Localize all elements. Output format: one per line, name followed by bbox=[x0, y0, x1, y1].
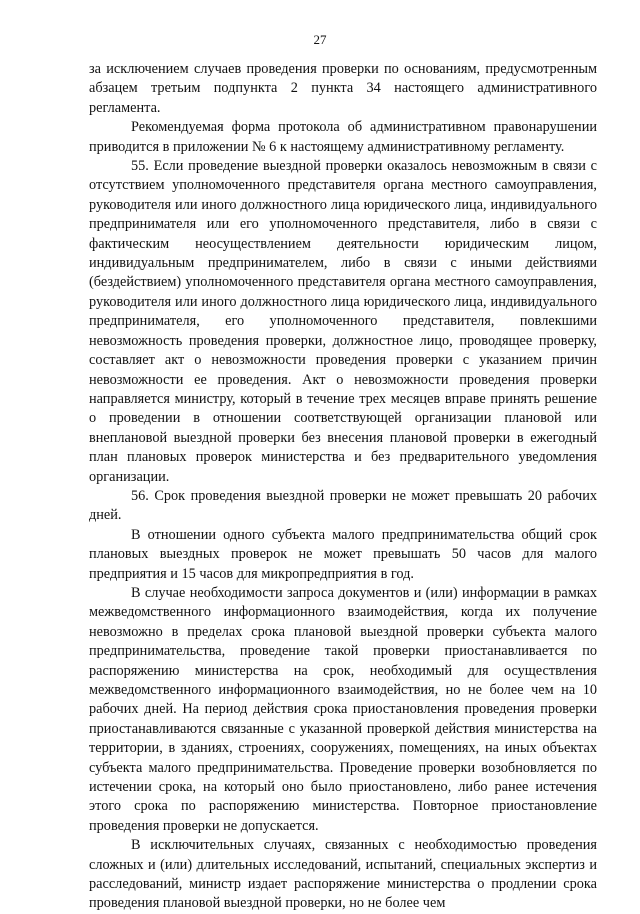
paragraph-item-56: 56. Срок проведения выездной проверки не может превышать 20 рабочих дней. bbox=[89, 487, 597, 524]
paragraph-suspension: В случае необходимости запроса документов и (или) информации в рамках межведомственного информационного взаимодействия, когда их получение невозможно в пределах срока плановой выездной проверки субъекта малого предпринимательства, проведение такой проверки приостанавливается по распоряжению министерства на срок, необходимый для осуществления межведомственного информационного взаимодействия, но не более чем на 10 рабочих дней. На период действия срока приостановления проведения проверки приостанавливаются связанные с указанной проверкой действия министерства на территории, в зданиях, строениях, сооружениях, помещениях, на иных объектах субъекта малого предпринимательства. Проведение проверки возобновляется по истечении срока, на который оно было приостановлено, либо ранее истечения этого срока по распоряжению министерства. Повторное приостановление проведения проверки не допускается. bbox=[89, 584, 597, 834]
paragraph-small-business-limit: В отношении одного субъекта малого предпринимательства общий срок плановых выездных проверок не может превышать 50 часов для малого предприятия и 15 часов для микропредприятия в год. bbox=[89, 526, 597, 582]
paragraph-exceptional-cases: В исключительных случаях, связанных с необходимостью проведения сложных и (или) длительных исследований, испытаний, специальных экспертиз и расследований, министр издает распоряжение министерства о продлении срока проведения плановой выездной проверки, но не более чем bbox=[89, 837, 597, 912]
paragraph-continuation: за исключением случаев проведения проверки по основаниям, предусмотренным абзацем третьим подпункта 2 пункта 34 настоящего административного регламента. bbox=[89, 61, 597, 116]
paragraph-item-55: 55. Если проведение выездной проверки оказалось невозможным в связи с отсутствием уполномоченного представителя органа местного самоуправления, руководителя или иного должностного лица юридического лица, индивидуального предпринимателя или его уполномоченного представителя, либо в связи с фактическим неосуществлением деятельности юридическим лицом, индивидуальным предпринимателем, либо в связи с иными действиями (бездействием) уполномоченного представителя органа местного самоуправления, руководителя или иного должностного лица юридического лица, индивидуального предпринимателя, его уполномоченного представителя, повлекшими невозможность проведения проверки, должностное лицо, проводящее проверку, составляет акт о невозможности проведения проверки с указанием причин невозможности ее проведения. Акт о невозможности проведения проверки направляется министру, который в течение трех месяцев вправе принять решение о проведении в отношении соответствующей организации плановой или внеплановой выездной проверки без внесения плановой проверки в ежегодный план плановых проверок министерства и без предварительного уведомления организации. bbox=[89, 158, 597, 485]
page-number: 27 bbox=[313, 32, 327, 47]
document-body bbox=[89, 60, 597, 914]
paragraph-protocol-form: Рекомендуемая форма протокола об административном правонарушении приводится в приложении № 6 к настоящему административному регламенту. bbox=[89, 119, 597, 155]
